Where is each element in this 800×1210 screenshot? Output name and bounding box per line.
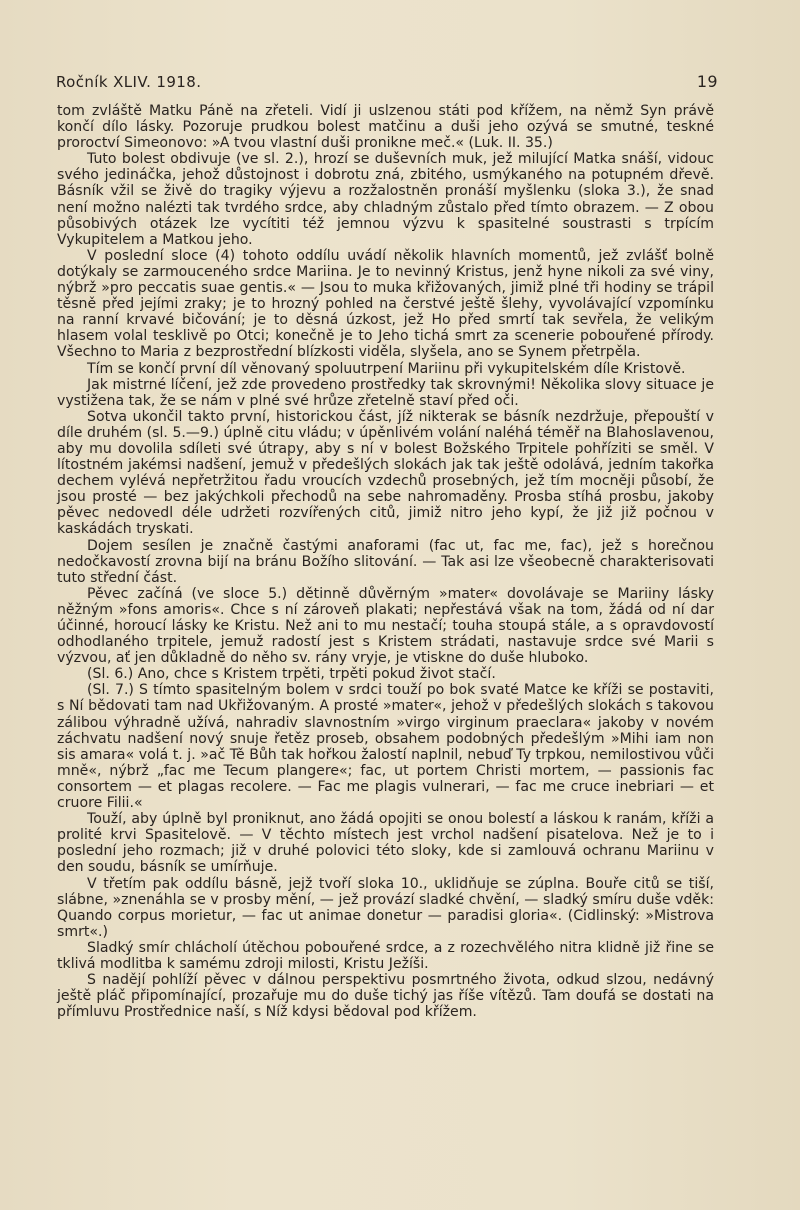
- paragraph: Jak mistrné líčení, jež zde provedeno prostředky tak skrovnými! Několika slovy situace je vystižena tak, že se nám v plné své hrůze zřetelně staví před oči.: [57, 376, 714, 409]
- paragraph: S nadějí pohlíží pěvec v dálnou perspektivu posmrtného života, odkud slzou, nedávný ještě pláč připomínající, prozařuje mu do duše tichý jas říše vítězů. Tam doufá se dostati na přímluvu Prostřednice naší, s Níž kdysi bědoval pod křížem.: [57, 972, 714, 1021]
- paragraph: (Sl. 6.) Ano, chce s Kristem trpěti, trpěti pokud život stačí.: [87, 666, 496, 683]
- page-number: 19: [696, 72, 718, 91]
- paragraph: V poslední sloce (4) tohoto oddílu uvádí několik hlavních momentů, jež zvlášť bolně dotýkaly se zarmouceného srdce Mariina. Je to nevinný Kristus, jenž hyne nikoli za své viny, nýbrž »pro peccatis suae gentis.« — Jsou to muka křižovaných, jimiž plné tři hodiny se trápil těsně před jejími zraky; je to hrozný pohled na čerstvé ještě šlehy, vyvolávající vzpomínku na ranní krvavé bičování; je to děsná úzkost, jež Ho před smrtí tak sevřela, že velikým hlasem volal tesklivě po Otci; konečně je to Jeho tichá smrt za scenerie pobouřené přírody. Všechno to Maria z bezprostřední blízkosti viděla, slyšela, ano se Synem přetrpěla.: [57, 247, 714, 361]
- paragraph: Pěvec začíná (ve sloce 5.) dětinně důvěrným »mater« dovolávaje se Mariiny lásky něžným »fons amoris«. Chce s ní zároveň plakati; nepřestává však na tom, žádá od ní dar účinné, horoucí lásky ke Kristu. Než ani to mu nestačí; touha stoupá stále, a s opravdovostí odhodlaného trpitele, jemuž radostí jest s Kristem strádati, nastavuje srdce své Marii s výzvou, ať jen důkladně do něho sv. rány vryje, je vtiskne do duše hluboko.: [57, 585, 714, 667]
- body-text: [57, 103, 714, 1020]
- paragraph: Touží, aby úplně byl proniknut, ano žádá opojiti se onou bolestí a láskou k ranám, kříži a prolité krvi Spasitelově. — V těchto místech jest vrchol nadšení pisatelova. Než je to i poslední jeho rozmach; již v druhé polovici této sloky, kde si zamlouvá ochranu Mariinu v den soudu, básník se umírňuje.: [57, 811, 714, 876]
- paragraph: Tuto bolest obdivuje (ve sl. 2.), hrozí se duševních muk, jež milující Matka snáší, vidouc svého jedináčka, jehož důstojnost i dobrotu zná, zbitého, usmýkaného na potupném dřevě. Básník vžil se živě do tragiky výjevu a rozžalostněn pronáší myšlenku (sloka 3.), že snad není možno nalézti tak tvrdého srdce, aby chladným zůstalo před tímto obrazem. — Z obou působivých otázek lze vycítiti též jemnou výzvu k spasitelné soustrasti s trpícím Vykupitelem a Matkou jeho.: [57, 151, 714, 248]
- paragraph: (Sl. 7.) S tímto spasitelným bolem v srdci touží po bok svaté Matce ke kříži se postaviti, s Ní bědovati tam nad Ukřižovaným. A prosté »mater«, jehož v předešlých slokách s takovou zálibou výhradně užívá, nahradiv slavnostním »virgo virginum praeclara« jakoby v novém záchvatu nadšení nový snuje řetěz proseb, obsahem podobných předešlým »Mihi iam non sis amara« volá t. j. »ač Tě Bůh tak hořkou žalostí naplnil, nebuď Ty trpkou, nemilostivou vůči mně«, nýbrž „fac me Tecum plangere«; fac, ut portem Christi mortem, — passionis fac consortem — et plagas recolere. — Fac me plagis vulnerari, — fac me cruce inebriari — et cruore Filii.«: [57, 682, 714, 812]
- paragraph: Dojem sesílen je značně častými anaforami (fac ut, fac me, fac), jež s horečnou nedočkavostí zrovna bijí na bránu Božího slitování. — Tak asi lze všeobecně charakterisovati tuto střední část.: [57, 537, 714, 586]
- paragraph: Sotva ukončil takto první, historickou část, jíž nikterak se básník nezdržuje, přepouští v díle druhém (sl. 5.—9.) úplně citu vládu; v úpěnlivém volání naléhá téměř na Blahoslavenou, aby mu dovolila sdíleti své útrapy, aby s ní v bolest Božského Trpitele pohříziti se směl. V lítostném jakémsi nadšení, jemuž v předešlých slokách jak tak ještě odolává, jedním takořka dechem vylévá nepřetržitou řadu vroucích vzdechů prosebných, jež tím mocněji působí, že jsou prosté — bez jakýchkoli přechodů na sebe nahromaděny. Prosba stíhá prosbu, jakoby pěvec nedovedl déle udržeti rozvířených citů, jimiž nitro jeho kypí, že již již počnou v kaskádách tryskati.: [57, 408, 714, 538]
- paragraph: V třetím pak oddílu básně, jejž tvoří sloka 10., uklidňuje se zúplna. Bouře citů se tiší, slábne, »znenáhla se v prosby mění, — jež provází sladké chvění, — sladký smíru duše vděk: Quando corpus morietur, — fac ut animae donetur — paradisi gloria«. (Cidlinský: »Mistrova smrt«.): [57, 875, 714, 940]
- page-header: [56, 64, 718, 91]
- running-title: Ročník XLIV. 1918.: [56, 73, 202, 91]
- paragraph: Sladký smír chlácholí útěchou pobouřené srdce, a z rozechvělého nitra klidně již řine se tklivá modlitba k samému zdroji milosti, Kristu Ježíši.: [57, 939, 714, 972]
- paragraph: Tím se končí první díl věnovaný spoluutrpení Mariinu při vykupitelském díle Kristově.: [87, 360, 686, 377]
- paragraph: tom zvláště Matku Páně na zřeteli. Vidí ji uslzenou státi pod křížem, na němž Syn právě končí dílo lásky. Pozoruje prudkou bolest matčinu a duši jeho ozývá se smutné, teskné proroctví Simeonovo: »A tvou vlastní duši pronikne meč.« (Luk. II. 35.): [57, 103, 714, 152]
